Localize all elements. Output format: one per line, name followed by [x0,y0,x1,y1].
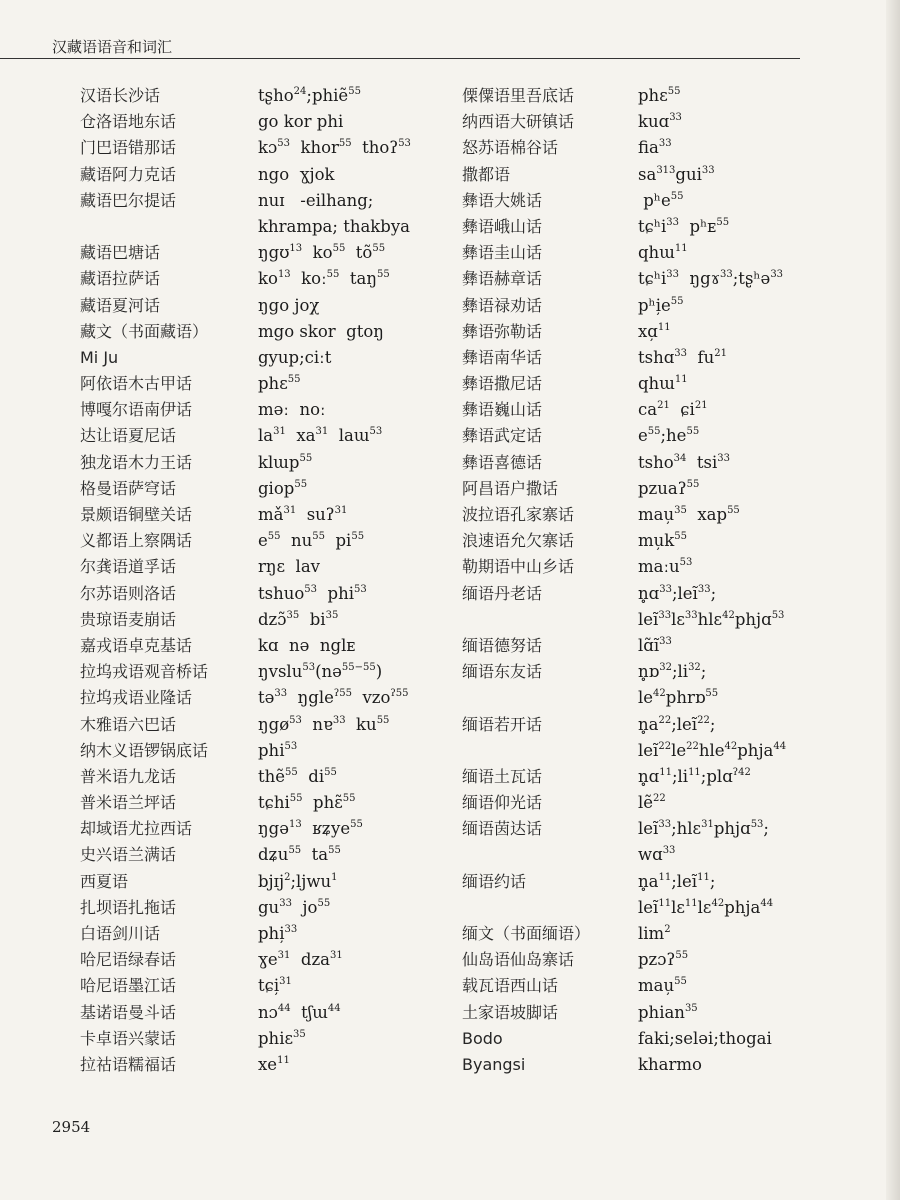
dialect-name: 景颇语铜壁关话 [80,505,193,524]
dialect-name: 彝语巍山话 [462,400,543,420]
phonetic-form: $mǎ^{31}$ suʔ$^{31}$ [258,505,348,524]
dialect-name: 贵琼语麦崩话 [80,609,177,629]
phonetic-form: kuɑ$^{33}$ [638,112,682,132]
dialect-name: 卡卓语兴蒙话 [80,1028,177,1048]
dialect-name: 缅语土瓦话 [462,766,543,786]
phonetic-form: $n̥ɑ^{11};li^{11};plɑ^{ʔ42}$ [638,766,751,786]
phonetic-form: $n̥a^{22};leĩ^{22}$; [638,714,716,734]
phonetic-form: mau̦$^{55}$ [638,976,687,996]
phonetic-form: klɯp$^{55}$ [258,452,313,472]
dialect-name: 藏语阿力克话 [80,164,177,184]
page-edge-shadow [886,0,900,1200]
phonetic-form: leĩ$^{11}$lɛ$^{11}$lɛ$^{42}$phja$^{44}$ [638,897,774,917]
phonetic-form: $leĩ^{22}le^{22}hle^{42}phja^{44}$ [638,740,787,760]
phonetic-form: tʂho$^{24}$;phiẽ$^{55}$ [258,86,361,105]
dialect-name: 彝语喜德话 [462,452,543,472]
dialect-name: 缅语德努话 [462,635,543,655]
phonetic-form: $\lim^2$ [638,924,671,943]
phonetic-form: $ko^{13}$ koː$^{55}$ taŋ$^{55}$ [258,269,390,289]
phonetic-form: $e^{55};he^{55}$ [638,426,700,446]
dialect-name: 仙岛语仙岛寨话 [462,950,575,970]
dialect-name: 阿依语木古甲话 [80,374,193,394]
phonetic-form: faki;seləi;thogai [638,1028,772,1048]
dialect-name: 义都语上察隅话 [80,531,193,551]
phonetic-form: nɔ$^{44}$ tʃɯ$^{44}$ [258,1002,341,1022]
dialect-name: 缅语丹老话 [462,583,543,603]
phonetic-form: mau̦$^{35}$ xap$^{55}$ [638,505,740,524]
running-header-title: 汉藏语语音和词汇 [52,38,173,56]
dialect-name: 彝语撒尼话 [462,374,543,394]
phonetic-form: lẽ$^{22}$ [638,793,666,813]
dialect-name: 彝语禄劝话 [462,295,543,315]
dialect-name: 缅语若开话 [462,714,543,734]
dialect-name: 彝语大姚话 [462,190,543,210]
dialect-name: 博嘎尔语南伊话 [80,400,193,420]
dialect-name: 傈僳语里吾底话 [462,86,575,105]
phonetic-form: $gu^{33}$ $jo^{55}$ [258,897,331,917]
dialect-name: 彝语南华话 [462,347,543,367]
dialect-name: 怒苏语棉谷话 [462,138,559,158]
phonetic-form: ŋgo joχ [258,295,320,315]
phonetic-form: thẽ$^{55}$ $di^{55}$ [258,766,337,786]
dialect-name: 普米语兰坪话 [80,793,177,813]
phonetic-form: tshuo$^{53}$ phi$^{53}$ [258,583,367,603]
phonetic-form: leĩ$^{33}$;hlɛ$^{31}$phjɑ$^{53}$; [638,819,769,839]
dialect-name: 普米语九龙话 [80,766,177,786]
phonetic-form: ŋgø$^{53}$ nɐ$^{33}$ $ku^{55}$ [258,714,390,734]
phonetic-form: $le^{42}phrɒ^{55}$ [638,688,719,708]
dialect-name: 门巴语错那话 [80,138,177,158]
phonetic-form: kɑ nə nglᴇ [258,635,356,655]
phonetic-form: $la^{31}$ $xa^{31}$ laɯ$^{53}$ [258,426,383,446]
dialect-name: 拉坞戎语业隆话 [80,688,193,708]
phonetic-form: tɕi̦$^{31}$ [258,976,292,996]
phonetic-form: tɕhi$^{55}$ phɛ̃$^{55}$ [258,793,356,813]
phonetic-form: bjɪj$^2$;ljwu$^1$ [258,871,338,891]
header-rule [0,58,800,59]
dialect-name: 西夏语 [80,871,129,891]
phonetic-form: xɑ̦$^{11}$ [638,321,671,341]
phonetic-form: ŋvslu$^{53}$(nə$^{55-55}$) [258,662,383,682]
phonetic-form: mgo skor gtoŋ [258,321,384,341]
dialect-name: Mi Ju [80,347,119,367]
dialect-name: 藏语巴尔提话 [80,190,177,210]
phonetic-form: wɑ$^{33}$ [638,845,676,865]
phonetic-form: tsho$^{34}$ tsi$^{33}$ [638,452,731,472]
dialect-name: 载瓦语西山话 [462,976,559,996]
phonetic-form: fia$^{33}$ [638,138,672,158]
dialect-name: Bodo [462,1028,503,1048]
dialect-name: 尔苏语则洛话 [80,583,177,603]
phonetic-form: tshɑ$^{33}$ $fu^{21}$ [638,347,727,367]
phonetic-form: $n̥a^{11};leĩ^{11}$; [638,871,716,891]
dialect-name: 却域语尤拉西话 [80,819,193,839]
phonetic-form: $e^{55}$ $nu^{55}$ $pi^{55}$ [258,531,365,551]
dialect-name: 纳木义语锣锅底话 [80,740,209,760]
dialect-name: 彝语武定话 [462,426,543,446]
dialect-name: 彝语弥勒话 [462,321,543,341]
phonetic-form: $ca^{21}$ ɕi$^{21}$ [638,400,708,420]
dialect-name: 汉语长沙话 [80,86,161,105]
dialect-name: 缅语茵达话 [462,819,543,839]
phonetic-form: phi$^{53}$ [258,740,298,760]
phonetic-form: $xe^{11}$ [258,1054,290,1074]
dialect-name: 嘉戎语卓克基话 [80,635,193,655]
dialect-name: 缅语仰光话 [462,793,543,813]
dialect-name: 基诺语曼斗话 [80,1002,177,1022]
phonetic-form: ngo ɣjok [258,164,335,184]
dialect-name: 藏语夏河话 [80,295,161,315]
phonetic-form: pʰe$^{55}$ [638,190,684,210]
dialect-name: 史兴语兰满话 [80,845,177,865]
dialect-name: 纳西语大研镇话 [462,112,575,132]
phonetic-form: tɕʰi$^{33}$ pʰᴇ$^{55}$ [638,216,730,236]
dialect-name: 尔龚语道孚话 [80,557,177,577]
dialect-name: 波拉语孔家寨话 [462,505,575,524]
phonetic-form: phɛ$^{55}$ [258,374,301,394]
phonetic-form: phiɛ$^{35}$ [258,1028,306,1048]
dialect-name: 土家语坡脚话 [462,1002,559,1022]
phonetic-form: leĩ$^{33}$lɛ$^{33}$hlɛ$^{42}$phjɑ$^{53}$ [638,609,785,629]
dialect-name: 浪速语允欠寨话 [462,531,575,551]
phonetic-form: giop$^{55}$ [258,478,308,498]
phonetic-form: gyup;ciːt [258,347,332,367]
dialect-name: 彝语峨山话 [462,216,543,236]
dialect-name: 缅文（书面缅语） [462,924,591,943]
phonetic-form: phian$^{35}$ [638,1002,698,1022]
phonetic-form: rŋɛ lav [258,557,320,577]
dialect-name: 勒期语中山乡话 [462,557,575,577]
phonetic-form: $n̥ɒ^{32};li^{32}$; [638,662,707,682]
dialect-name: 藏文（书面藏语） [80,321,209,341]
phonetic-form: ɣe$^{31}$ dza$^{31}$ [258,950,343,970]
dialect-name: 哈尼语绿春话 [80,950,177,970]
dialect-name: 拉祜语糯福话 [80,1054,177,1074]
page-number: 2954 [52,1118,91,1136]
phonetic-form: $lɑ̃ĩ^{33}$ [638,635,672,655]
dialect-name: 达让语夏尼话 [80,426,177,446]
running-header [0,0,900,70]
dialect-name: Byangsi [462,1054,526,1074]
dialect-name: 仓洛语地东话 [80,112,177,132]
phonetic-form: $mu̦k^{55}$ [638,531,688,551]
phonetic-form: phi̦$^{33}$ [258,924,298,943]
dialect-name: 阿昌语户撒话 [462,478,559,498]
phonetic-form: $sa^{313}gui^{33}$ [638,164,715,184]
phonetic-form: go kor phi [258,112,344,132]
dialect-name: 独龙语木力王话 [80,452,193,472]
dialect-name: 彝语圭山话 [462,243,543,263]
phonetic-form: kɔ$^{53}$ khor$^{55}$ thoʔ$^{53}$ [258,138,411,158]
dialect-name: 白语剑川话 [80,924,161,943]
dialect-name: 缅语约话 [462,871,527,891]
phonetic-form: ŋgə$^{13}$ ʁʑye$^{55}$ [258,819,363,839]
phonetic-form: khrampa; thakbya [258,216,411,236]
phonetic-form: phɛ$^{55}$ [638,86,681,105]
phonetic-form: maːu$^{53}$ [638,557,693,577]
phonetic-form: kharmo [638,1054,702,1074]
dialect-name: 彝语赫章话 [462,269,543,289]
dialect-name: 扎坝语扎拖话 [80,897,177,917]
phonetic-form: pzɔʔ$^{55}$ [638,950,689,970]
dialect-name: 哈尼语墨江话 [80,976,177,996]
dialect-name: 缅语东友话 [462,662,543,682]
phonetic-form: $pʰi̦e^{55}$ [638,295,684,315]
phonetic-form: dʑu$^{55}$ $ta^{55}$ [258,845,341,865]
phonetic-form: dzɔ̃$^{35}$ $bi^{35}$ [258,609,339,629]
dialect-name: 格曼语萨穹话 [80,478,177,498]
phonetic-form: qhɯ$^{11}$ [638,243,688,263]
phonetic-form: tɕʰi$^{33}$ ŋgɤ$^{33}$;tʂʰə$^{33}$ [638,269,784,289]
phonetic-form: ŋgʊ$^{13}$ $ko^{55}$ $tõ^{55}$ [258,243,386,263]
phonetic-form: nuɪ -eilhang; [258,190,374,210]
phonetic-form: n̥ɑ$^{33}$;leĩ$^{33}$; [638,583,717,603]
phonetic-form: pzuaʔ$^{55}$ [638,478,700,498]
dialect-name: 拉坞戎语观音桥话 [80,662,209,682]
dialect-name: 撒都语 [462,164,511,184]
phonetic-form: qhɯ$^{11}$ [638,374,688,394]
dialect-name: 木雅语六巴话 [80,714,177,734]
dialect-name: 藏语拉萨话 [80,269,161,289]
phonetic-form: məː noː [258,400,326,420]
phonetic-form: tə$^{33}$ ŋgle$^{ʔ55}$ vzo$^{ʔ55}$ [258,688,409,708]
dialect-name: 藏语巴塘话 [80,243,161,263]
